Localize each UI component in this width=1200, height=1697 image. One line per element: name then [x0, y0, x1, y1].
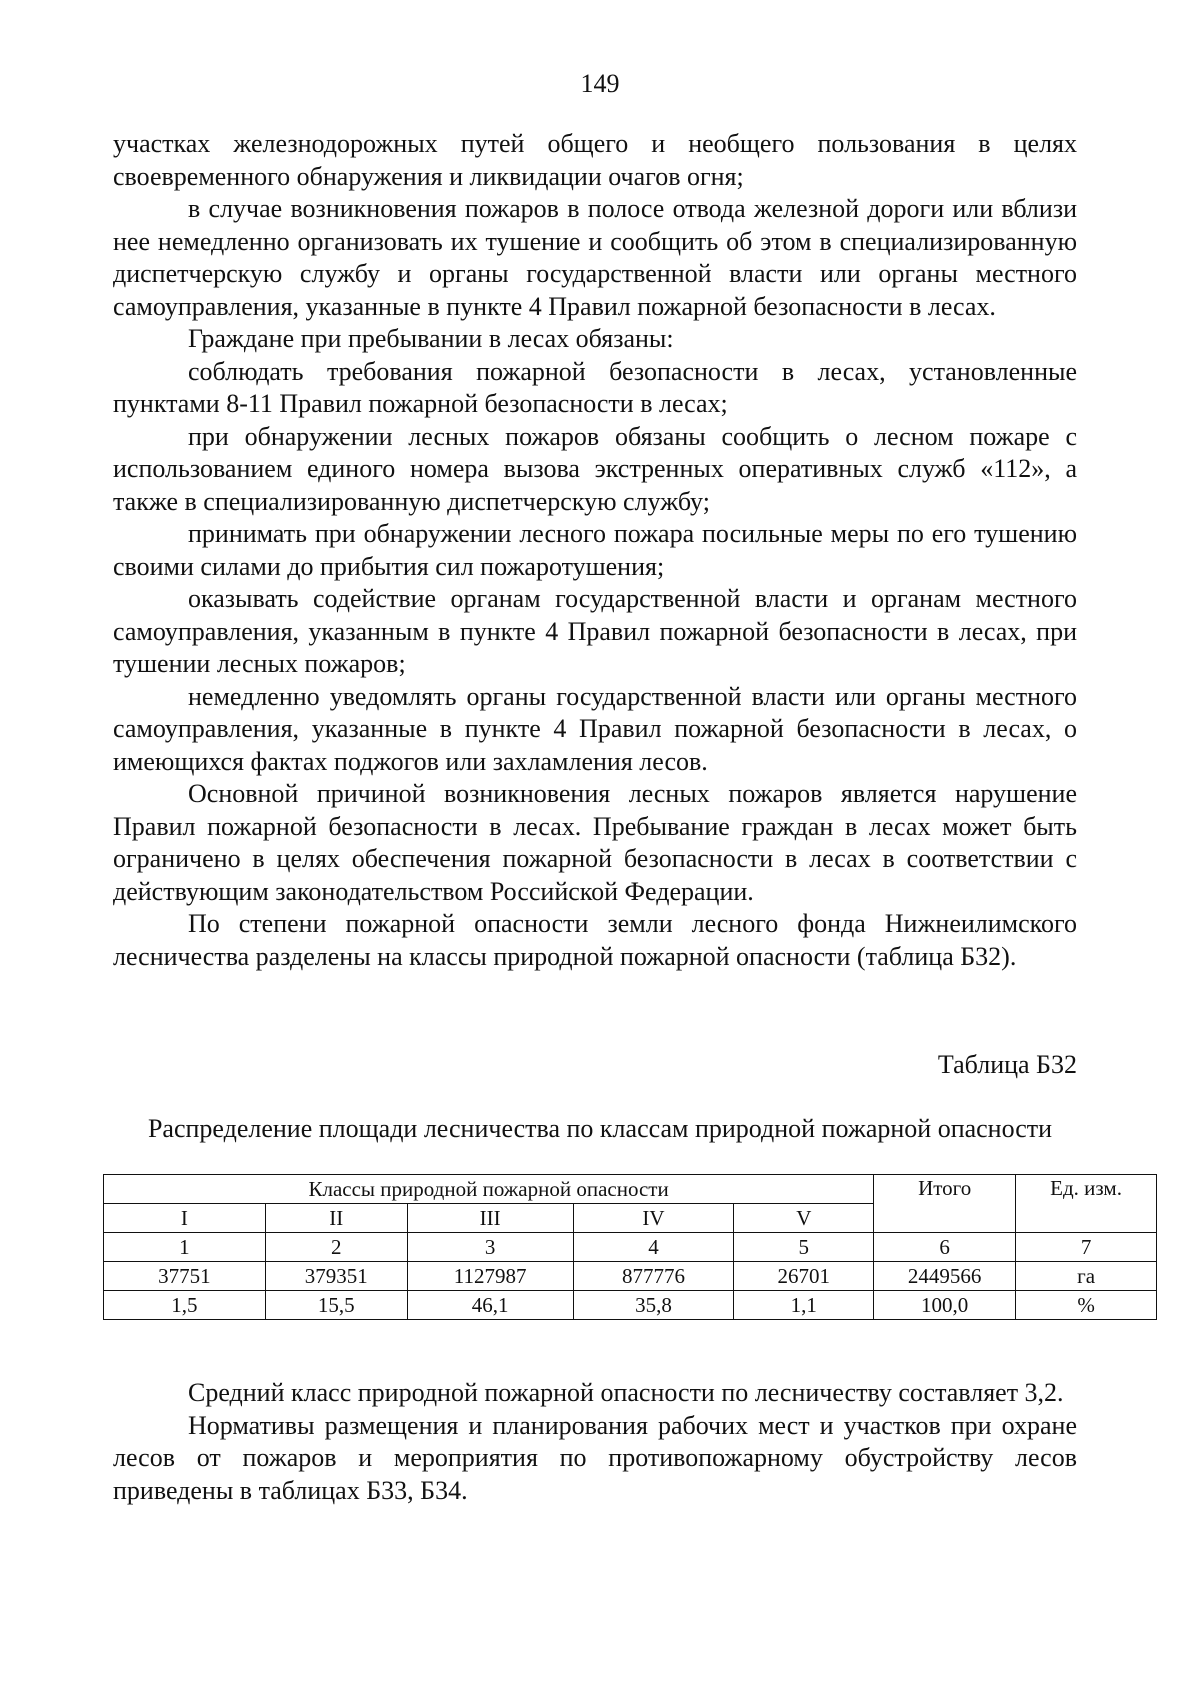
paragraph: По степени пожарной опасности земли лесного фонда Нижнеилимского лесничества разделены на классы природной пожарной опасности (таблица Б32). [113, 909, 1077, 971]
paragraph: Средний класс природной пожарной опасности по лесничеству составляет 3,2. [188, 1378, 1064, 1407]
table-cell: 1,1 [734, 1291, 874, 1320]
table-label: Таблица Б32 [937, 1050, 1077, 1079]
table-cell: 4 [573, 1233, 734, 1262]
paragraph: немедленно уведомлять органы государственной власти или органы местного самоуправления, указанные в пункте 4 Правил пожарной безопасности в лесах, о имеющихся фактах поджогов или захламления лесов. [113, 681, 1077, 776]
table-cell: 26701 [734, 1262, 874, 1291]
table-row [104, 1262, 1157, 1291]
page-number: 149 [580, 69, 620, 98]
table-cell: 7 [1016, 1233, 1157, 1262]
paragraph: Нормативы размещения и планирования рабочих мест и участков при охране лесов от пожаров и мероприятия по противопожарному обустройству лесов приведены в таблицах Б33, Б34. [113, 1410, 1077, 1505]
unit-header-cell: Ед. изм. [1016, 1175, 1157, 1233]
table-row [104, 1291, 1157, 1320]
table-cell: 2449566 [874, 1262, 1016, 1291]
total-header-cell: Итого [874, 1175, 1016, 1233]
table-cell: 15,5 [265, 1291, 407, 1320]
class-header-cell: I [104, 1204, 266, 1233]
table-cell: 1 [104, 1233, 266, 1262]
table-header-row [104, 1175, 1157, 1204]
class-header-cell: III [407, 1204, 573, 1233]
table-cell: 5 [734, 1233, 874, 1262]
table-cell: 2 [265, 1233, 407, 1262]
table-cell: 46,1 [407, 1291, 573, 1320]
table-cell: 35,8 [573, 1291, 734, 1320]
table-cell: 877776 [573, 1262, 734, 1291]
table-cell: 37751 [104, 1262, 266, 1291]
table-cell: га [1016, 1262, 1157, 1291]
class-header-cell: II [265, 1204, 407, 1233]
paragraph: Основной причиной возникновения лесных пожаров является нарушение Правил пожарной безопасности в лесах. Пребывание граждан в лесах может быть ограничено в целях обеспечения пожарной безопасности в лесах в соответствии с действующим законодательством Российской Федерации. [113, 779, 1077, 906]
table-cell: % [1016, 1291, 1157, 1320]
paragraph: в случае возникновения пожаров в полосе отвода железной дороги или вблизи нее немедленно организовать их тушение и сообщить об этом в специализированную диспетчерскую службу и органы государственной власти или органы местного самоуправления, указанные в пункте 4 Правил пожарной безопасности в лесах. [113, 194, 1077, 321]
paragraph: соблюдать требования пожарной безопасности в лесах, установленные пунктами 8-11 Правил пожарной безопасности в лесах; [113, 356, 1077, 418]
paragraph: участках железнодорожных путей общего и необщего пользования в целях своевременного обнаружения и ликвидации очагов огня; [113, 129, 1077, 191]
table-title: Распределение площади лесничества по классам природной пожарной опасности [147, 1114, 1053, 1143]
table-cell: 100,0 [874, 1291, 1016, 1320]
class-header-cell: IV [573, 1204, 734, 1233]
closing-text [113, 1377, 1077, 1507]
group-header-cell: Классы природной пожарной опасности [104, 1175, 874, 1204]
table-cell: 379351 [265, 1262, 407, 1291]
paragraph: оказывать содействие органам государственной власти и органам местного самоуправления, указанным в пункте 4 Правил пожарной безопасности в лесах, при тушении лесных пожаров; [113, 584, 1077, 678]
table-cell: 1,5 [104, 1291, 266, 1320]
paragraph: принимать при обнаружении лесного пожара посильные меры по его тушению своими силами до прибытия сил пожаротушения; [113, 519, 1077, 581]
class-header-cell: V [734, 1204, 874, 1233]
table-cell: 6 [874, 1233, 1016, 1262]
body-text [113, 128, 1077, 973]
paragraph: при обнаружении лесных пожаров обязаны сообщить о лесном пожаре с использованием единого номера вызова экстренных оперативных служб «112», а также в специализированную диспетчерскую службу; [113, 421, 1077, 516]
table-cell: 3 [407, 1233, 573, 1262]
paragraph: Граждане при пребывании в лесах обязаны: [188, 324, 674, 353]
fire-danger-table [103, 1174, 1157, 1320]
column-number-row [104, 1233, 1157, 1262]
table-cell: 1127987 [407, 1262, 573, 1291]
